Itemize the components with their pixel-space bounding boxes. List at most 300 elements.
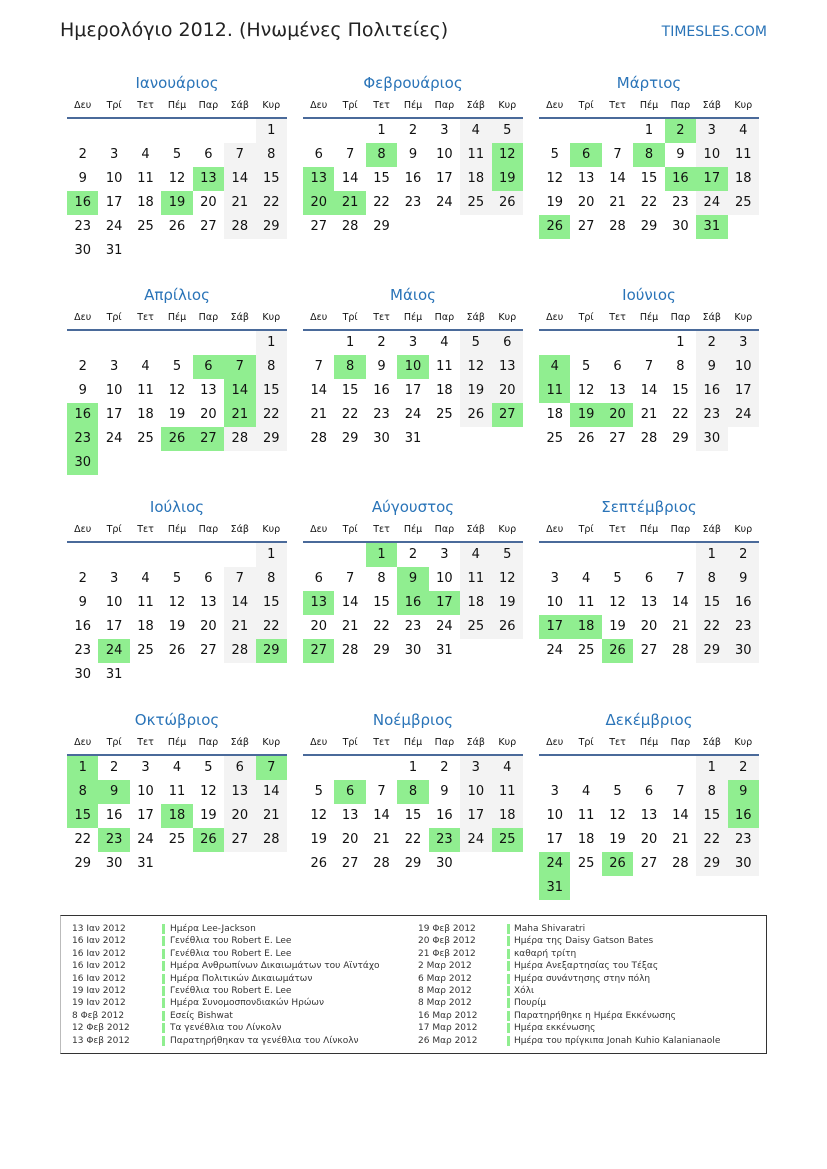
day-cell[interactable]: 21 [256,804,287,828]
day-cell[interactable]: 13 [609,383,626,398]
day-cell[interactable]: 27 [640,643,658,658]
day-cell[interactable]: 10 [460,780,491,804]
day-cell[interactable]: 1 [676,335,685,350]
day-cell[interactable]: 28 [373,856,390,871]
day-cell[interactable]: 26 [460,403,491,427]
day-cell[interactable]: 4 [141,147,150,162]
day-cell[interactable]: 8 [256,143,287,167]
holiday-day-cell[interactable]: 1 [67,756,98,780]
day-cell[interactable]: 10 [436,571,453,586]
day-cell[interactable]: 30 [728,852,759,876]
holiday-day-cell[interactable]: 6 [570,143,601,167]
day-cell[interactable]: 27 [310,219,327,234]
day-cell[interactable]: 19 [609,832,626,847]
day-cell[interactable]: 21 [341,619,359,634]
day-cell[interactable]: 27 [640,856,658,871]
day-cell[interactable]: 20 [200,619,217,634]
holiday-day-cell[interactable]: 19 [161,191,192,215]
holiday-day-cell[interactable]: 16 [67,403,98,427]
day-cell[interactable]: 22 [341,407,359,422]
day-cell[interactable]: 29 [404,856,422,871]
day-cell[interactable]: 18 [137,195,154,210]
day-cell[interactable]: 10 [546,595,563,610]
day-cell[interactable]: 24 [137,832,154,847]
day-cell[interactable]: 12 [200,784,217,799]
day-cell[interactable]: 15 [373,171,390,186]
day-cell[interactable]: 29 [341,431,359,446]
day-cell[interactable]: 13 [640,595,658,610]
day-cell[interactable]: 25 [137,643,154,658]
day-cell[interactable]: 1 [696,756,727,780]
day-cell[interactable]: 14 [373,808,390,823]
day-cell[interactable]: 18 [137,619,154,634]
day-cell[interactable]: 22 [373,195,390,210]
day-cell[interactable]: 20 [640,832,658,847]
day-cell[interactable]: 18 [492,804,523,828]
day-cell[interactable]: 12 [168,595,186,610]
day-cell[interactable]: 11 [460,143,491,167]
day-cell[interactable]: 3 [696,119,727,143]
day-cell[interactable]: 6 [204,571,213,586]
day-cell[interactable]: 3 [109,359,119,374]
holiday-day-cell[interactable]: 20 [303,191,334,215]
day-cell[interactable]: 14 [672,808,689,823]
day-cell[interactable]: 4 [440,335,449,350]
day-cell[interactable]: 20 [200,407,217,422]
day-cell[interactable]: 5 [613,571,622,586]
day-cell[interactable]: 30 [696,427,727,451]
holiday-day-cell[interactable]: 2 [665,119,696,143]
holiday-day-cell[interactable]: 26 [193,828,224,852]
day-cell[interactable]: 5 [492,119,523,143]
day-cell[interactable]: 23 [696,403,727,427]
day-cell[interactable]: 29 [74,856,91,871]
day-cell[interactable]: 16 [373,383,390,398]
day-cell[interactable]: 25 [728,191,759,215]
holiday-day-cell[interactable]: 6 [193,355,224,379]
day-cell[interactable]: 7 [676,571,685,586]
holiday-day-cell[interactable]: 31 [539,876,570,900]
day-cell[interactable]: 4 [492,756,523,780]
holiday-day-cell[interactable]: 4 [539,355,570,379]
day-cell[interactable]: 2 [408,547,418,562]
day-cell[interactable]: 26 [168,219,186,234]
day-cell[interactable]: 13 [341,808,359,823]
day-cell[interactable]: 22 [256,403,287,427]
holiday-day-cell[interactable]: 14 [224,379,255,403]
day-cell[interactable]: 2 [78,359,87,374]
day-cell[interactable]: 5 [581,359,591,374]
day-cell[interactable]: 17 [105,619,123,634]
day-cell[interactable]: 20 [341,832,359,847]
holiday-day-cell[interactable]: 27 [193,427,224,451]
day-cell[interactable]: 12 [310,808,327,823]
day-cell[interactable]: 7 [224,567,255,591]
day-cell[interactable]: 6 [644,784,654,799]
day-cell[interactable]: 28 [341,219,359,234]
day-cell[interactable]: 26 [168,643,186,658]
day-cell[interactable]: 1 [377,123,386,138]
day-cell[interactable]: 10 [137,784,154,799]
holiday-day-cell[interactable]: 17 [429,591,460,615]
day-cell[interactable]: 24 [436,195,453,210]
day-cell[interactable]: 27 [577,219,595,234]
day-cell[interactable]: 5 [172,359,182,374]
day-cell[interactable]: 9 [676,147,685,162]
holiday-day-cell[interactable]: 21 [224,403,255,427]
holiday-day-cell[interactable]: 18 [161,804,192,828]
day-cell[interactable]: 3 [440,123,449,138]
holiday-day-cell[interactable]: 24 [539,852,570,876]
day-cell[interactable]: 1 [256,331,287,355]
day-cell[interactable]: 3 [109,147,119,162]
day-cell[interactable]: 24 [105,431,123,446]
holiday-day-cell[interactable]: 25 [492,828,523,852]
day-cell[interactable]: 13 [200,595,217,610]
day-cell[interactable]: 13 [200,383,217,398]
day-cell[interactable]: 11 [492,780,523,804]
day-cell[interactable]: 25 [137,431,154,446]
holiday-day-cell[interactable]: 1 [366,543,397,567]
day-cell[interactable]: 13 [640,808,658,823]
day-cell[interactable]: 18 [460,591,491,615]
day-cell[interactable]: 4 [581,571,591,586]
day-cell[interactable]: 8 [256,567,287,591]
day-cell[interactable]: 12 [609,808,626,823]
day-cell[interactable]: 12 [577,383,595,398]
day-cell[interactable]: 22 [256,191,287,215]
holiday-day-cell[interactable]: 8 [334,355,365,379]
holiday-day-cell[interactable]: 20 [602,403,633,427]
holiday-day-cell[interactable]: 17 [539,615,570,639]
day-cell[interactable]: 9 [408,147,418,162]
day-cell[interactable]: 22 [74,832,91,847]
day-cell[interactable]: 14 [672,595,689,610]
day-cell[interactable]: 2 [377,335,386,350]
day-cell[interactable]: 10 [105,171,123,186]
day-cell[interactable]: 30 [105,856,123,871]
day-cell[interactable]: 3 [550,571,559,586]
day-cell[interactable]: 11 [728,143,759,167]
day-cell[interactable]: 18 [460,167,491,191]
holiday-day-cell[interactable]: 13 [303,167,334,191]
day-cell[interactable]: 8 [377,571,386,586]
holiday-day-cell[interactable]: 24 [98,639,129,663]
day-cell[interactable]: 7 [314,359,323,374]
day-cell[interactable]: 11 [168,784,186,799]
holiday-day-cell[interactable]: 23 [98,828,129,852]
day-cell[interactable]: 15 [696,804,727,828]
day-cell[interactable]: 27 [224,828,255,852]
day-cell[interactable]: 22 [404,832,422,847]
day-cell[interactable]: 11 [577,808,595,823]
day-cell[interactable]: 20 [310,619,327,634]
day-cell[interactable]: 21 [224,615,255,639]
day-cell[interactable]: 21 [310,407,327,422]
day-cell[interactable]: 1 [345,335,355,350]
day-cell[interactable]: 16 [105,808,123,823]
holiday-day-cell[interactable]: 16 [665,167,696,191]
day-cell[interactable]: 18 [436,383,453,398]
day-cell[interactable]: 5 [550,147,559,162]
day-cell[interactable]: 25 [546,431,563,446]
day-cell[interactable]: 11 [137,595,154,610]
day-cell[interactable]: 2 [440,760,449,775]
day-cell[interactable]: 10 [696,143,727,167]
day-cell[interactable]: 11 [577,595,595,610]
day-cell[interactable]: 30 [373,431,390,446]
holiday-day-cell[interactable]: 26 [602,639,633,663]
day-cell[interactable]: 6 [613,359,622,374]
day-cell[interactable]: 20 [577,195,595,210]
day-cell[interactable]: 27 [200,643,217,658]
day-cell[interactable]: 7 [224,143,255,167]
day-cell[interactable]: 4 [141,571,150,586]
holiday-day-cell[interactable]: 15 [67,804,98,828]
day-cell[interactable]: 12 [609,595,626,610]
day-cell[interactable]: 18 [577,832,595,847]
day-cell[interactable]: 25 [460,615,491,639]
day-cell[interactable]: 14 [256,780,287,804]
day-cell[interactable]: 29 [373,643,390,658]
holiday-day-cell[interactable]: 27 [303,639,334,663]
day-cell[interactable]: 10 [105,595,123,610]
day-cell[interactable]: 28 [609,219,626,234]
holiday-day-cell[interactable]: 6 [334,780,365,804]
day-cell[interactable]: 19 [168,619,186,634]
day-cell[interactable]: 14 [609,171,626,186]
day-cell[interactable]: 12 [460,355,491,379]
holiday-day-cell[interactable]: 16 [728,804,759,828]
holiday-day-cell[interactable]: 21 [334,191,365,215]
day-cell[interactable]: 2 [408,123,418,138]
day-cell[interactable]: 31 [137,856,154,871]
holiday-day-cell[interactable]: 27 [492,403,523,427]
holiday-day-cell[interactable]: 26 [539,215,570,239]
day-cell[interactable]: 19 [168,407,186,422]
day-cell[interactable]: 28 [310,431,327,446]
day-cell[interactable]: 22 [696,828,727,852]
day-cell[interactable]: 31 [105,243,123,258]
day-cell[interactable]: 25 [137,219,154,234]
day-cell[interactable]: 23 [404,619,422,634]
day-cell[interactable]: 28 [256,828,287,852]
holiday-day-cell[interactable]: 18 [570,615,601,639]
holiday-day-cell[interactable]: 19 [492,167,523,191]
day-cell[interactable]: 26 [492,615,523,639]
day-cell[interactable]: 27 [200,219,217,234]
day-cell[interactable]: 9 [78,595,87,610]
holiday-day-cell[interactable]: 11 [539,379,570,403]
day-cell[interactable]: 20 [200,195,217,210]
day-cell[interactable]: 17 [436,171,453,186]
day-cell[interactable]: 3 [550,784,559,799]
holiday-day-cell[interactable]: 8 [67,780,98,804]
day-cell[interactable]: 21 [373,832,390,847]
day-cell[interactable]: 5 [492,543,523,567]
day-cell[interactable]: 22 [696,615,727,639]
day-cell[interactable]: 20 [224,804,255,828]
day-cell[interactable]: 16 [74,619,91,634]
day-cell[interactable]: 1 [256,119,287,143]
day-cell[interactable]: 4 [141,359,150,374]
day-cell[interactable]: 29 [696,639,727,663]
holiday-day-cell[interactable]: 8 [366,143,397,167]
day-cell[interactable]: 20 [492,379,523,403]
day-cell[interactable]: 3 [408,335,418,350]
day-cell[interactable]: 15 [696,591,727,615]
day-cell[interactable]: 25 [436,407,453,422]
day-cell[interactable]: 22 [256,615,287,639]
holiday-day-cell[interactable]: 13 [303,591,334,615]
day-cell[interactable]: 25 [460,191,491,215]
day-cell[interactable]: 2 [696,331,727,355]
day-cell[interactable]: 17 [404,383,422,398]
day-cell[interactable]: 11 [137,383,154,398]
day-cell[interactable]: 26 [310,856,327,871]
day-cell[interactable]: 30 [404,643,422,658]
day-cell[interactable]: 15 [256,379,287,403]
day-cell[interactable]: 7 [377,784,386,799]
day-cell[interactable]: 8 [696,780,727,804]
day-cell[interactable]: 29 [373,219,390,234]
day-cell[interactable]: 11 [137,171,154,186]
holiday-day-cell[interactable]: 16 [67,191,98,215]
day-cell[interactable]: 9 [78,171,87,186]
day-cell[interactable]: 14 [640,383,658,398]
day-cell[interactable]: 6 [204,147,213,162]
day-cell[interactable]: 17 [546,832,563,847]
day-cell[interactable]: 15 [640,171,658,186]
day-cell[interactable]: 27 [609,431,626,446]
day-cell[interactable]: 15 [341,383,359,398]
day-cell[interactable]: 17 [460,804,491,828]
day-cell[interactable]: 6 [314,571,323,586]
day-cell[interactable]: 5 [460,331,491,355]
day-cell[interactable]: 16 [404,171,422,186]
day-cell[interactable]: 31 [404,431,422,446]
day-cell[interactable]: 27 [341,856,359,871]
day-cell[interactable]: 17 [728,379,759,403]
day-cell[interactable]: 25 [577,643,595,658]
day-cell[interactable]: 6 [224,756,255,780]
holiday-day-cell[interactable]: 23 [67,427,98,451]
holiday-day-cell[interactable]: 29 [256,639,287,663]
day-cell[interactable]: 7 [345,147,355,162]
day-cell[interactable]: 19 [200,808,217,823]
day-cell[interactable]: 29 [256,427,287,451]
day-cell[interactable]: 13 [577,171,595,186]
day-cell[interactable]: 17 [105,407,123,422]
day-cell[interactable]: 4 [172,760,182,775]
day-cell[interactable]: 29 [696,852,727,876]
day-cell[interactable]: 3 [141,760,150,775]
day-cell[interactable]: 26 [492,191,523,215]
day-cell[interactable]: 10 [546,808,563,823]
day-cell[interactable]: 29 [640,219,658,234]
day-cell[interactable]: 4 [460,543,491,567]
day-cell[interactable]: 7 [613,147,622,162]
day-cell[interactable]: 4 [581,784,591,799]
day-cell[interactable]: 6 [314,147,323,162]
day-cell[interactable]: 29 [672,431,689,446]
day-cell[interactable]: 3 [109,571,119,586]
day-cell[interactable]: 9 [377,359,386,374]
day-cell[interactable]: 10 [436,147,453,162]
day-cell[interactable]: 12 [168,171,186,186]
day-cell[interactable]: 10 [728,355,759,379]
day-cell[interactable]: 7 [644,359,654,374]
day-cell[interactable]: 24 [696,191,727,215]
day-cell[interactable]: 22 [373,619,390,634]
day-cell[interactable]: 11 [460,567,491,591]
day-cell[interactable]: 30 [436,856,453,871]
holiday-day-cell[interactable]: 17 [696,167,727,191]
day-cell[interactable]: 15 [404,808,422,823]
day-cell[interactable]: 2 [78,147,87,162]
day-cell[interactable]: 21 [609,195,626,210]
holiday-day-cell[interactable]: 9 [728,780,759,804]
day-cell[interactable]: 30 [74,667,91,682]
day-cell[interactable]: 24 [105,219,123,234]
holiday-day-cell[interactable]: 8 [633,143,664,167]
day-cell[interactable]: 3 [440,547,449,562]
day-cell[interactable]: 30 [728,639,759,663]
day-cell[interactable]: 4 [460,119,491,143]
day-cell[interactable]: 8 [696,567,727,591]
day-cell[interactable]: 7 [676,784,685,799]
day-cell[interactable]: 24 [546,643,563,658]
brand-link[interactable]: TIMESLES.COM [661,24,767,40]
day-cell[interactable]: 19 [609,619,626,634]
day-cell[interactable]: 10 [105,383,123,398]
day-cell[interactable]: 7 [345,571,355,586]
day-cell[interactable]: 21 [672,832,689,847]
day-cell[interactable]: 14 [310,383,327,398]
day-cell[interactable]: 9 [696,355,727,379]
day-cell[interactable]: 15 [256,591,287,615]
day-cell[interactable]: 24 [728,403,759,427]
day-cell[interactable]: 25 [168,832,186,847]
day-cell[interactable]: 30 [672,219,689,234]
holiday-day-cell[interactable]: 23 [429,828,460,852]
holiday-day-cell[interactable]: 16 [397,591,428,615]
day-cell[interactable]: 24 [460,828,491,852]
day-cell[interactable]: 9 [78,383,87,398]
day-cell[interactable]: 4 [728,119,759,143]
holiday-day-cell[interactable]: 30 [67,451,98,475]
day-cell[interactable]: 14 [224,591,255,615]
day-cell[interactable]: 13 [224,780,255,804]
day-cell[interactable]: 20 [640,619,658,634]
holiday-day-cell[interactable]: 31 [696,215,727,239]
day-cell[interactable]: 5 [204,760,213,775]
day-cell[interactable]: 14 [224,167,255,191]
day-cell[interactable]: 3 [460,756,491,780]
day-cell[interactable]: 13 [492,355,523,379]
day-cell[interactable]: 2 [728,543,759,567]
holiday-day-cell[interactable]: 26 [161,427,192,451]
day-cell[interactable]: 22 [672,407,689,422]
day-cell[interactable]: 28 [224,639,255,663]
holiday-day-cell[interactable]: 19 [570,403,601,427]
day-cell[interactable]: 5 [314,784,323,799]
day-cell[interactable]: 23 [728,615,759,639]
day-cell[interactable]: 31 [436,643,453,658]
day-cell[interactable]: 2 [109,760,119,775]
day-cell[interactable]: 2 [728,756,759,780]
holiday-day-cell[interactable]: 9 [397,567,428,591]
